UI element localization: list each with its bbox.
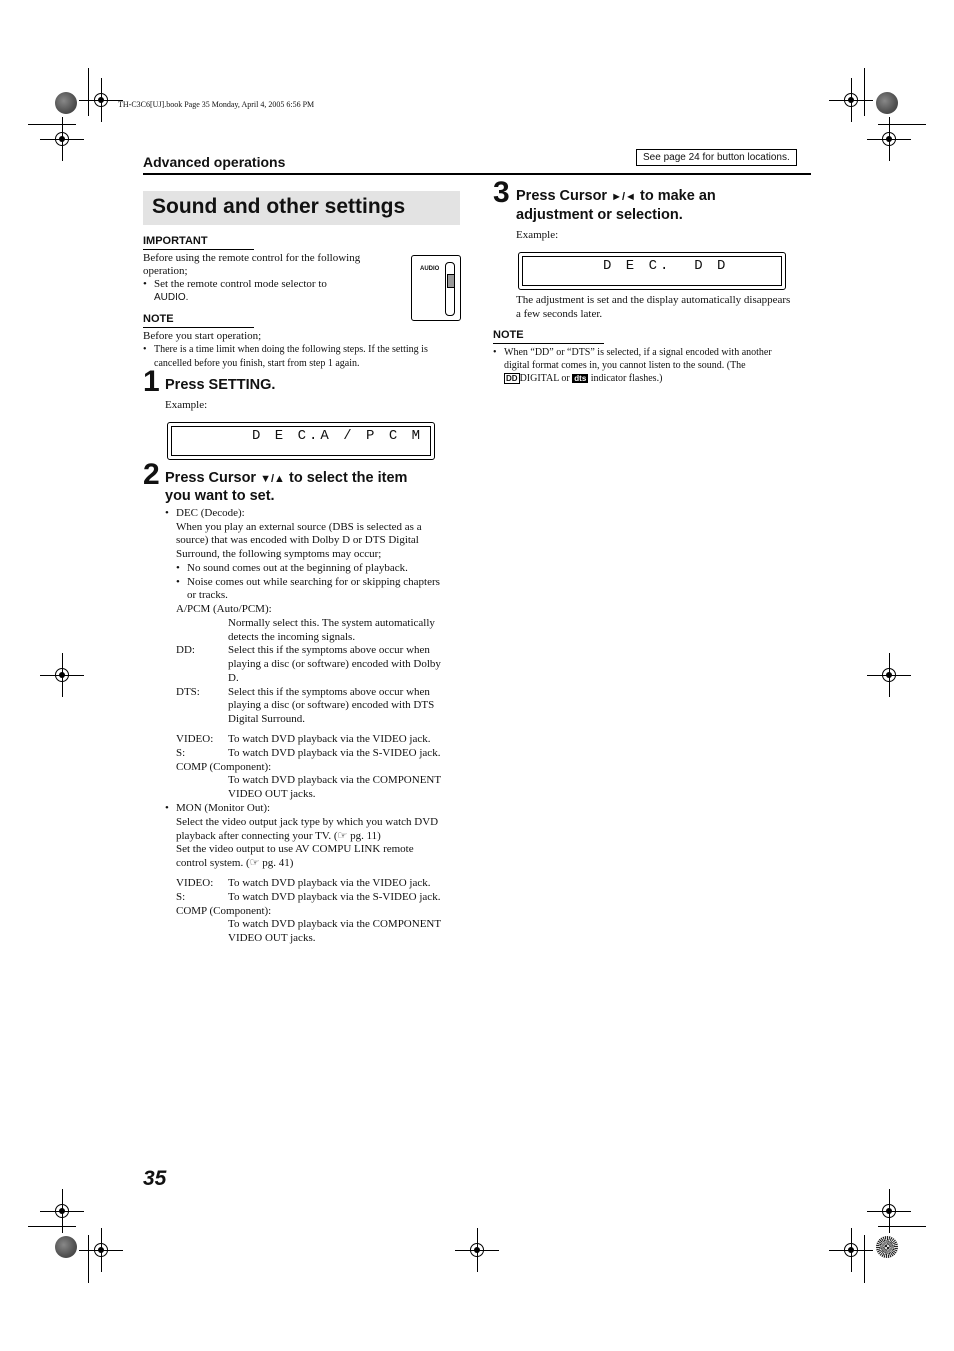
switch-knob xyxy=(447,274,455,288)
note-bullet: There is a time limit when doing the following steps. If the setting is xyxy=(154,344,428,355)
item-desc: D. xyxy=(228,672,239,684)
display-example xyxy=(518,252,786,290)
note-label: NOTE xyxy=(493,329,524,341)
item-desc: Select the video output jack type by which you watch DVD xyxy=(176,816,439,828)
item-head: VIDEO: xyxy=(176,733,214,745)
item-desc: detects the incoming signals. xyxy=(228,631,356,643)
dolby-digital-logo-icon: DD xyxy=(506,374,518,383)
file-info: TH-C3C6[UJ].book Page 35 Monday, April 4, 2005 6:56 PM xyxy=(118,100,315,109)
step-text xyxy=(165,469,407,488)
item-desc: control system. (☞ pg. 41) xyxy=(176,857,294,869)
step-after-text: The adjustment is set and the display automatically disappears xyxy=(516,294,791,306)
step-text xyxy=(516,187,716,206)
page-number: 35 xyxy=(143,1167,167,1190)
label-rule xyxy=(143,327,254,328)
item-desc: playing a disc (or software) encoded with DTS xyxy=(228,699,435,711)
example-label: Example: xyxy=(516,229,559,241)
item-desc: When you play an external source (DBS is selected as a xyxy=(176,521,422,533)
switch-slot xyxy=(445,262,455,316)
important-line: operation; xyxy=(143,265,188,277)
bullet-dot: • xyxy=(165,507,169,519)
item-desc: playing a disc (or software) encoded with Dolby xyxy=(228,658,441,670)
item-desc: To watch DVD playback via the VIDEO jack. xyxy=(228,733,431,745)
important-label: IMPORTANT xyxy=(143,235,208,247)
step-number: 3 xyxy=(493,176,510,209)
display-text: D E C.A / P C M xyxy=(252,428,424,444)
step-after-text: a few seconds later. xyxy=(516,308,603,320)
note-line: digital format comes in, you cannot listen to the sound. (The xyxy=(504,360,746,371)
bullet-dot: • xyxy=(143,344,147,355)
item-head: COMP (Component): xyxy=(176,905,272,917)
note-line: When “DD” or “DTS” is selected, if a signal encoded with another xyxy=(504,347,772,358)
item-head: S: xyxy=(176,747,186,759)
item-head: DD: xyxy=(176,644,195,656)
item-desc: Normally select this. The system automatically xyxy=(228,617,435,629)
item-desc: No sound comes out at the beginning of playback. xyxy=(187,562,408,574)
section-header: Advanced operations xyxy=(143,154,286,170)
item-head: MON (Monitor Out): xyxy=(176,802,271,814)
item-desc: Surround, the following symptoms may occur; xyxy=(176,548,382,560)
item-head: S: xyxy=(176,891,186,903)
step-number: 2 xyxy=(143,458,160,491)
step-text-part: to make an xyxy=(639,188,716,204)
item-head: COMP (Component): xyxy=(176,761,272,773)
display-example xyxy=(167,422,435,460)
see-page-box: See page 24 for button locations. xyxy=(636,149,797,166)
item-head: VIDEO: xyxy=(176,877,214,889)
step-text: adjustment or selection. xyxy=(516,207,683,223)
bullet-dot: • xyxy=(493,347,497,358)
item-head: DTS: xyxy=(176,686,200,698)
display-text: D E C. D D xyxy=(603,258,729,274)
registration-ball-icon xyxy=(55,92,77,114)
step-text: you want to set. xyxy=(165,488,275,504)
step-text: Press SETTING. xyxy=(165,377,276,393)
item-desc: VIDEO OUT jacks. xyxy=(228,788,316,800)
label-rule xyxy=(493,343,604,344)
cursor-arrows-icon: ►/◄ xyxy=(611,191,636,203)
label-rule xyxy=(143,249,254,250)
important-line: Before using the remote control for the following xyxy=(143,252,361,264)
audio-switch-label: AUDIO xyxy=(420,266,440,272)
step-text-part: Press Cursor xyxy=(516,188,608,204)
bullet-dot: • xyxy=(176,562,180,574)
registration-ball-icon xyxy=(55,1236,77,1258)
step-number: 1 xyxy=(143,365,160,398)
item-desc: or tracks. xyxy=(187,589,228,601)
note-label: NOTE xyxy=(143,313,174,325)
item-desc: VIDEO OUT jacks. xyxy=(228,932,316,944)
bullet-dot: • xyxy=(143,278,147,290)
item-desc: Select this if the symptoms above occur when xyxy=(228,644,430,656)
page-title: Sound and other settings xyxy=(152,195,406,218)
item-desc: Noise comes out while searching for or skipping chapters xyxy=(187,576,440,588)
item-desc: source) that was encoded with Dolby D or DTS Digital xyxy=(176,534,419,546)
bullet-dot: • xyxy=(165,802,169,814)
step-text-part: to select the item xyxy=(288,470,408,486)
item-desc: To watch DVD playback via the S-VIDEO jack. xyxy=(228,891,441,903)
dts-logo-icon: dts xyxy=(574,374,587,383)
item-desc: To watch DVD playback via the S-VIDEO jack. xyxy=(228,747,441,759)
important-bullet: AUDIO. xyxy=(154,292,189,303)
item-desc: To watch DVD playback via the COMPONENT xyxy=(228,918,442,930)
item-desc: To watch DVD playback via the VIDEO jack. xyxy=(228,877,431,889)
item-desc: playback after connecting your TV. (☞ pg. 11) xyxy=(176,830,381,842)
item-desc: Digital Surround. xyxy=(228,713,305,725)
audio-switch-illustration xyxy=(411,255,461,321)
cursor-arrows-icon: ▼/▲ xyxy=(260,473,285,485)
registration-ball-icon xyxy=(876,1236,898,1258)
note-text: indicator flashes.) xyxy=(590,373,663,384)
important-bullet: Set the remote control mode selector to xyxy=(154,278,327,290)
item-desc: Select this if the symptoms above occur when xyxy=(228,686,430,698)
registration-ball-icon xyxy=(876,92,898,114)
note-line xyxy=(504,372,662,386)
note-bullet: cancelled before you finish, start from step 1 again. xyxy=(154,358,360,369)
header-rule xyxy=(143,173,811,175)
item-head: DEC (Decode): xyxy=(176,507,245,519)
item-desc: Set the video output to use AV COMPU LINK remote xyxy=(176,843,414,855)
example-label: Example: xyxy=(165,399,208,411)
note-line: Before you start operation; xyxy=(143,330,262,342)
step-text-part: Press Cursor xyxy=(165,470,257,486)
bullet-dot: • xyxy=(176,576,180,588)
item-head: A/PCM (Auto/PCM): xyxy=(176,603,272,615)
item-desc: To watch DVD playback via the COMPONENT xyxy=(228,774,442,786)
note-text: DIGITAL or xyxy=(519,373,570,384)
